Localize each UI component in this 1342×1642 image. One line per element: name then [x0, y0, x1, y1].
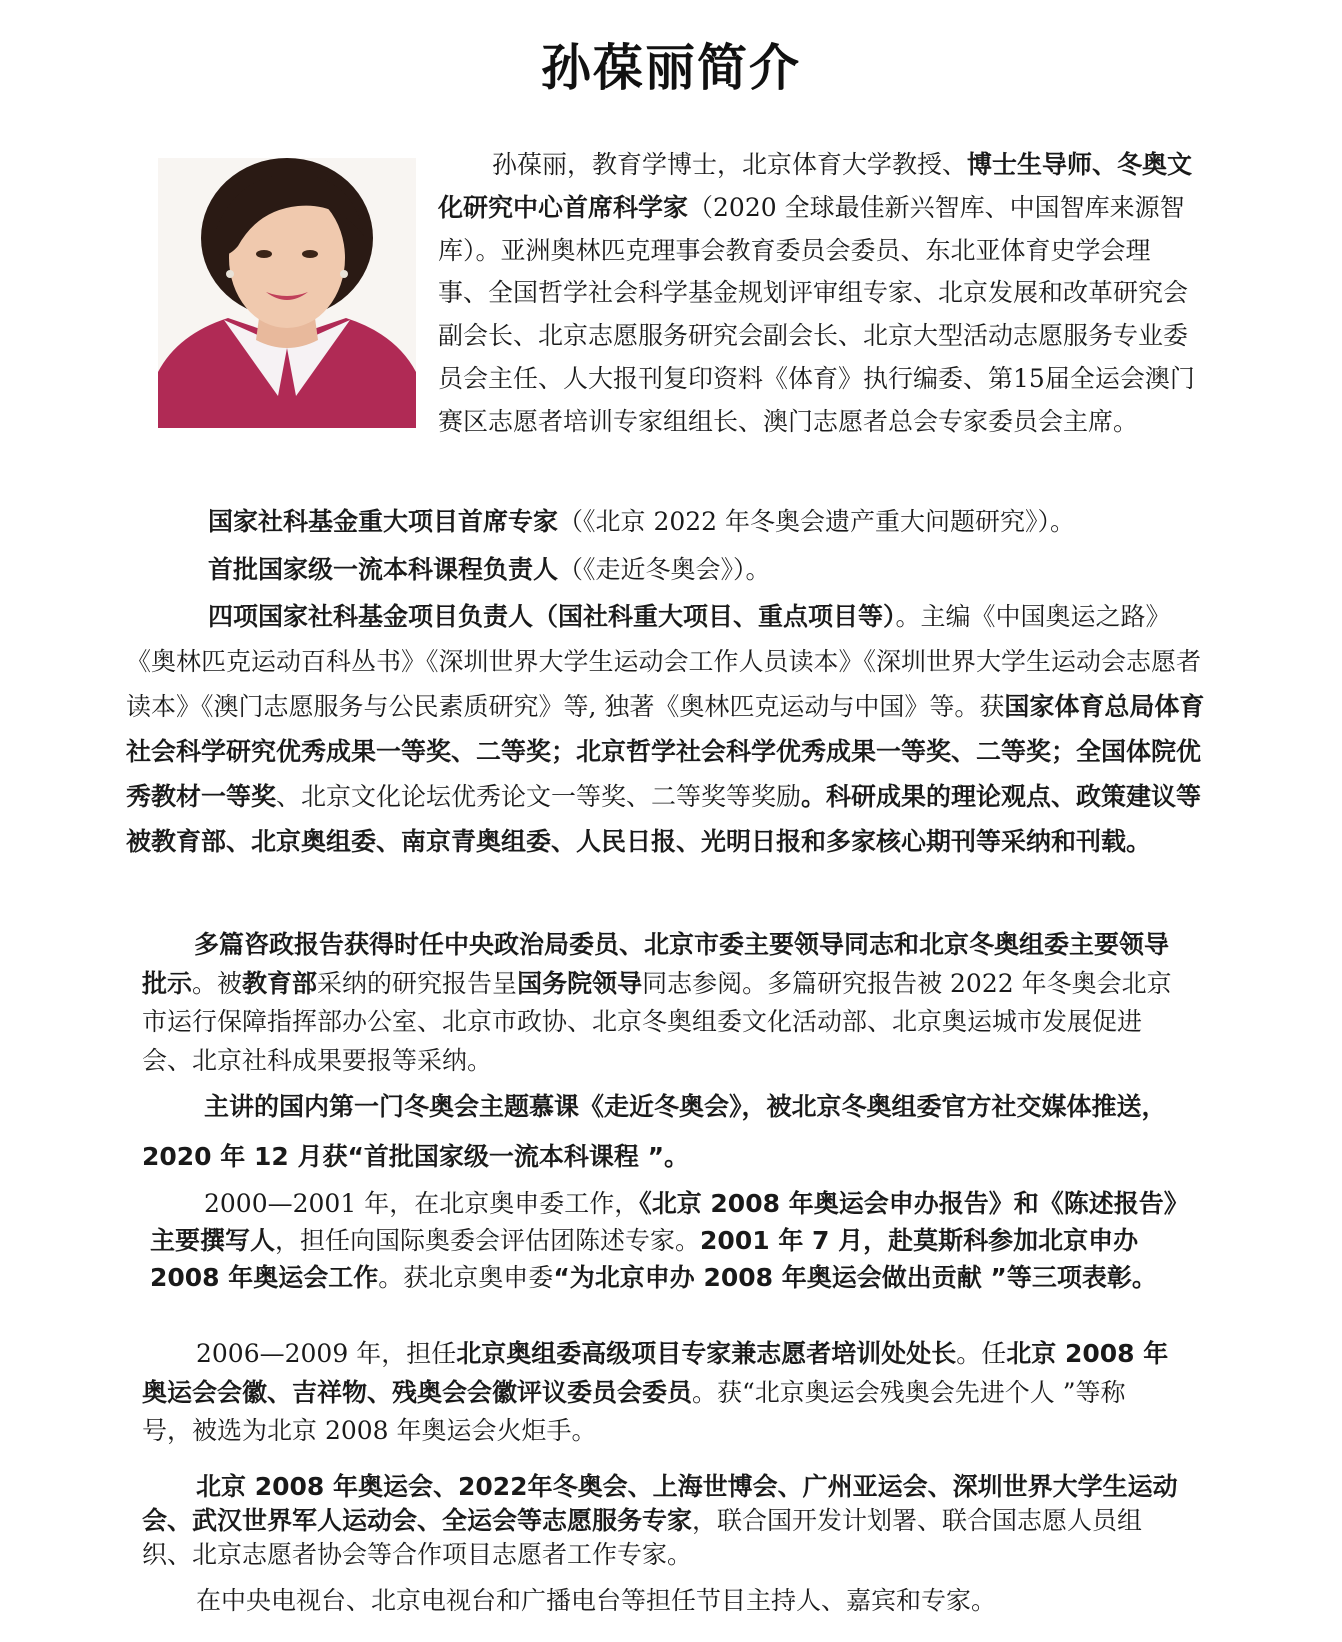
- paragraph-organizing-committee: 2006—2009 年，担任北京奥组委高级项目专家兼志愿者培训处处长。任北京 2008 年奥运会会徽、吉祥物、残奥会会徽评议委员会委员。获“北京奥运会残奥会先进个人 ”等称号，被选为北京 2008 年奥运会火炬手。: [142, 1339, 1169, 1445]
- paragraph-policy-reports: 多篇咨政报告获得时任中央政治局委员、北京市委主要领导同志和北京冬奥组委主要领导批示。被教育部采纳的研究报告呈国务院领导同志参阅。多篇研究报告被 2022 年冬奥会北京市运行保障指挥部办公室、北京市政协、北京冬奥组委文化活动部、北京奥运城市发展促进会、北京社科成果要报等采纳。: [142, 930, 1172, 1075]
- paragraph-volunteer-expert: 北京 2008 年奥运会、2022年冬奥会、上海世博会、广州亚运会、深圳世界大学生运动会、武汉世界军人运动会、全运会等志愿服务专家，联合国开发计划署、联合国志愿人员组织、北京志愿者协会等合作项目志愿者工作专家。: [142, 1472, 1178, 1569]
- page-title: 孙葆丽简介: [541, 39, 801, 97]
- paragraph-olympic-bid: 2000—2001 年，在北京奥申委工作，《北京 2008 年奥运会申办报告》和《陈述报告》主要撰写人，担任向国际奥委会评估团陈述专家。2001 年 7 月，赴莫斯科参加北京申办 2008 年奥运会工作。获北京奥申委“为北京申办 2008 年奥运会做出贡献 ”等三项表彰。: [150, 1189, 1177, 1292]
- paragraph-major-project: 国家社科基金重大项目首席专家（《北京 2022 年冬奥会遗产重大问题研究》）。: [208, 507, 1076, 536]
- paragraph-mooc: 主讲的国内第一门冬奥会主题慕课《走近冬奥会》，被北京冬奥组委官方社交媒体推送，2020 年 12 月获“首批国家级一流本科课程 ”。: [142, 1092, 1167, 1171]
- paragraph-research-projects: 四项国家社科基金项目负责人（国社科重大项目、重点项目等）。主编《中国奥运之路》《奥林匹克运动百科丛书》《深圳世界大学生运动会工作人员读本》《深圳世界大学生运动会志愿者读本》《澳门志愿服务与公民素质研究》等, 独著《奥林匹克运动与中国》等。获国家体育总局体育社会科学研究优秀成果一等奖、二等奖；北京哲学社会科学优秀成果一等奖、二等奖；全国体院优秀教材一等奖、北京文化论坛优秀论文一等奖、二等奖等奖励。科研成果的理论观点、政策建议等被教育部、北京奥组委、南京青奥组委、人民日报、光明日报和多家核心期刊等采纳和刊载。: [126, 602, 1205, 856]
- paragraph-course-leader: 首批国家级一流本科课程负责人（《走近冬奥会》）。: [208, 555, 771, 584]
- paragraph-media: 在中央电视台、北京电视台和广播电台等担任节目主持人、嘉宾和专家。: [196, 1586, 997, 1615]
- portrait-photo: [158, 158, 416, 428]
- intro-paragraph: 孙葆丽，教育学博士，北京体育大学教授、博士生导师、冬奥文化研究中心首席科学家（2020 全球最佳新兴智库、中国智库来源智库）。亚洲奥林匹克理事会教育委员会委员、东北亚体育史学会理事、全国哲学社会科学基金规划评审组专家、北京发展和改革研究会副会长、北京志愿服务研究会副会长、北京大型活动志愿服务专业委员会主任、人大报刊复印资料《体育》执行编委、第15届全运会澳门赛区志愿者培训专家组组长、澳门志愿者总会专家委员会主席。: [438, 150, 1195, 436]
- portrait-illustration: [158, 158, 416, 428]
